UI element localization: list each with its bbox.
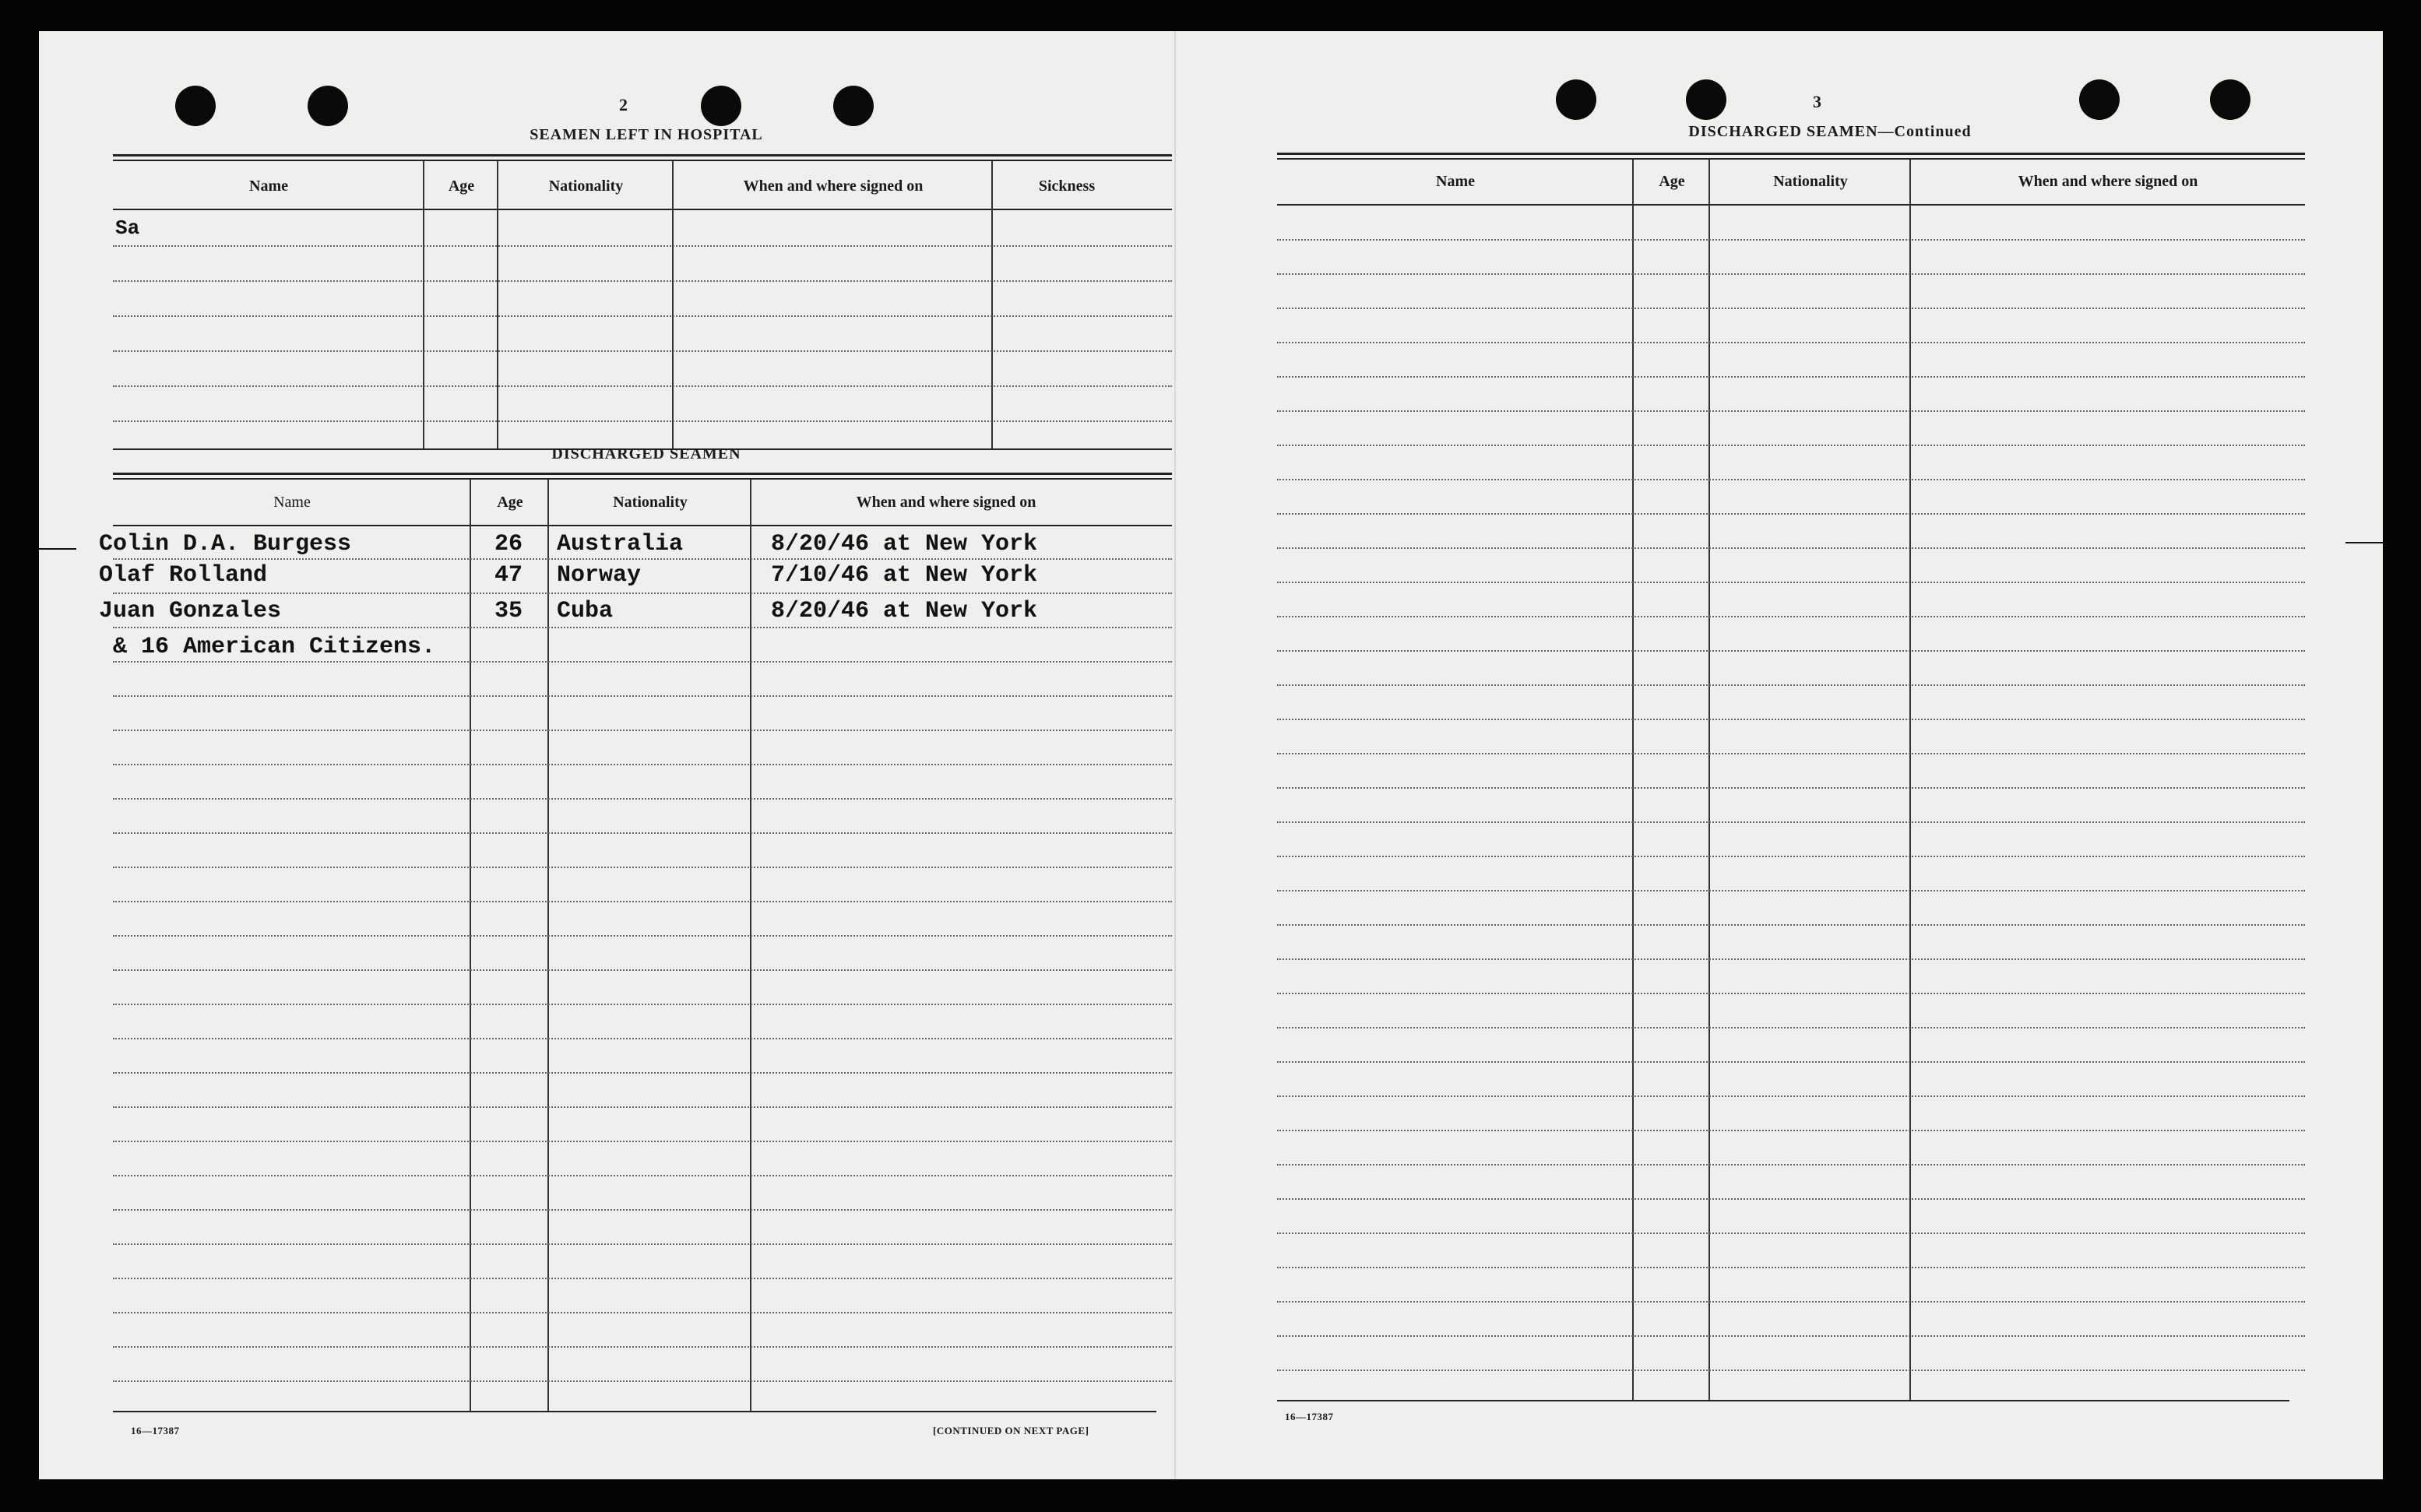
seaman-signed-on: 8/20/46 at New York xyxy=(771,598,1038,624)
column-header-signed-on: When and where signed on xyxy=(856,494,1036,511)
column-header-age: Age xyxy=(1659,173,1685,190)
table-row xyxy=(1277,1198,2305,1200)
table-row xyxy=(1277,513,2305,515)
column-header-name: Name xyxy=(249,178,288,195)
table-row xyxy=(113,969,1172,971)
table-row xyxy=(113,730,1172,731)
seaman-name: Olaf Rolland xyxy=(99,562,268,589)
seaman-nationality: Australia xyxy=(557,531,684,557)
punch-hole xyxy=(1556,79,1596,120)
table-row xyxy=(113,350,1172,352)
column-header-name: Name xyxy=(1436,173,1475,190)
table-row xyxy=(113,832,1172,834)
table-row xyxy=(1277,376,2305,378)
seaman-age: 35 xyxy=(494,598,523,624)
rule xyxy=(113,209,1172,210)
table-row xyxy=(1277,787,2305,789)
column-divider xyxy=(547,480,549,1412)
seaman-signed-on: 8/20/46 at New York xyxy=(771,531,1038,557)
table-row xyxy=(113,1243,1172,1245)
table-row xyxy=(1277,445,2305,446)
hospital-mark: Sa xyxy=(115,216,140,240)
table-row xyxy=(113,245,1172,247)
column-divider xyxy=(1632,160,1634,1401)
table-row xyxy=(1277,753,2305,754)
table-row xyxy=(113,1106,1172,1108)
column-header-nationality: Nationality xyxy=(1773,173,1848,190)
table-row xyxy=(113,798,1172,800)
column-header-nationality: Nationality xyxy=(548,178,624,195)
table-row xyxy=(113,695,1172,697)
table-row xyxy=(1277,958,2305,960)
seaman-name: Juan Gonzales xyxy=(99,598,282,624)
table-row xyxy=(113,1346,1172,1348)
seaman-age: 47 xyxy=(494,562,523,589)
column-header-age: Age xyxy=(497,494,523,511)
column-header-signed-on: When and where signed on xyxy=(2018,173,2198,190)
rule xyxy=(113,154,1172,156)
table-row xyxy=(1277,684,2305,686)
table-row xyxy=(113,315,1172,317)
column-divider xyxy=(497,161,498,449)
table-row xyxy=(113,420,1172,422)
rule xyxy=(1277,158,2305,160)
table-row xyxy=(1277,993,2305,994)
discharged-continued-title: DISCHARGED SEAMEN—Continued xyxy=(1688,123,1972,140)
rule xyxy=(1277,153,2305,155)
table-row xyxy=(113,1175,1172,1176)
page-number: 2 xyxy=(619,95,628,114)
table-row xyxy=(113,1278,1172,1279)
table-row xyxy=(113,661,1172,663)
table-row xyxy=(1277,479,2305,480)
column-divider xyxy=(672,161,674,449)
seaman-signed-on: 7/10/46 at New York xyxy=(771,562,1038,589)
table-row xyxy=(1277,1095,2305,1097)
rule xyxy=(113,160,1172,161)
table-row xyxy=(1277,547,2305,549)
punch-hole xyxy=(175,86,216,126)
punch-hole xyxy=(701,86,741,126)
form-code: 16—17387 xyxy=(1285,1411,1334,1422)
table-row xyxy=(1277,1301,2305,1303)
seaman-age: 26 xyxy=(494,531,523,557)
punch-hole xyxy=(308,86,348,126)
seaman-nationality: Norway xyxy=(557,562,642,589)
punch-hole xyxy=(2210,79,2250,120)
rule xyxy=(1277,204,2305,206)
left-page xyxy=(39,31,1184,1479)
form-code: 16—17387 xyxy=(131,1425,180,1436)
table-row xyxy=(1277,410,2305,412)
table-row xyxy=(1277,719,2305,720)
column-header-signed-on: When and where signed on xyxy=(743,178,924,195)
table-row xyxy=(113,1209,1172,1211)
table-row xyxy=(113,867,1172,868)
column-divider xyxy=(1708,160,1710,1401)
table-row xyxy=(1277,582,2305,583)
page-number: 3 xyxy=(1813,92,1821,111)
table-row xyxy=(113,558,1172,560)
table-row xyxy=(1277,650,2305,652)
column-header-age: Age xyxy=(448,178,475,195)
margin-tick xyxy=(2345,542,2383,543)
table-row xyxy=(113,627,1172,628)
table-row xyxy=(1277,1061,2305,1063)
table-row xyxy=(1277,1164,2305,1166)
table-row xyxy=(113,1004,1172,1005)
column-divider xyxy=(470,480,471,1412)
table-row xyxy=(113,935,1172,937)
column-divider xyxy=(991,161,993,449)
table-row xyxy=(1277,890,2305,891)
rule xyxy=(113,525,1172,526)
table-row xyxy=(113,592,1172,594)
table-row xyxy=(113,1072,1172,1074)
table-row xyxy=(1277,924,2305,926)
table-row xyxy=(113,280,1172,282)
seaman-note: & 16 American Citizens. xyxy=(113,634,436,660)
rule xyxy=(113,1411,1156,1412)
seaman-nationality: Cuba xyxy=(557,598,614,624)
document-sheet xyxy=(39,31,2383,1479)
table-row xyxy=(1277,239,2305,241)
rule xyxy=(113,478,1172,480)
table-row xyxy=(1277,821,2305,823)
column-divider xyxy=(750,480,751,1412)
table-row xyxy=(1277,1027,2305,1029)
table-row xyxy=(1277,1370,2305,1371)
rule xyxy=(113,473,1172,475)
column-header-sickness: Sickness xyxy=(1038,178,1096,195)
punch-hole xyxy=(833,86,874,126)
hospital-section-title: SEAMEN LEFT IN HOSPITAL xyxy=(530,126,763,143)
table-row xyxy=(1277,1335,2305,1337)
table-row xyxy=(113,1141,1172,1142)
table-row xyxy=(1277,616,2305,617)
table-row xyxy=(1277,273,2305,275)
table-row xyxy=(113,1038,1172,1039)
table-row xyxy=(113,385,1172,387)
continued-note: [CONTINUED ON NEXT PAGE] xyxy=(933,1425,1089,1436)
table-row xyxy=(113,901,1172,902)
table-row xyxy=(1277,308,2305,309)
right-page xyxy=(1184,31,2383,1479)
column-header-nationality: Nationality xyxy=(613,494,688,511)
rule xyxy=(1277,1400,2289,1401)
table-row xyxy=(113,1312,1172,1313)
table-row xyxy=(1277,342,2305,343)
table-row xyxy=(113,1380,1172,1382)
column-header-name: Name xyxy=(273,494,311,511)
table-row xyxy=(1277,856,2305,857)
seaman-name: Colin D.A. Burgess xyxy=(99,531,352,557)
table-row xyxy=(1277,1267,2305,1268)
table-row xyxy=(113,764,1172,765)
column-divider xyxy=(423,161,424,449)
punch-hole xyxy=(1686,79,1726,120)
column-divider xyxy=(1909,160,1911,1401)
margin-tick xyxy=(39,548,76,550)
discharged-section-title: DISCHARGED SEAMEN xyxy=(551,445,741,462)
punch-hole xyxy=(2079,79,2120,120)
table-row xyxy=(1277,1232,2305,1234)
table-row xyxy=(1277,1130,2305,1131)
